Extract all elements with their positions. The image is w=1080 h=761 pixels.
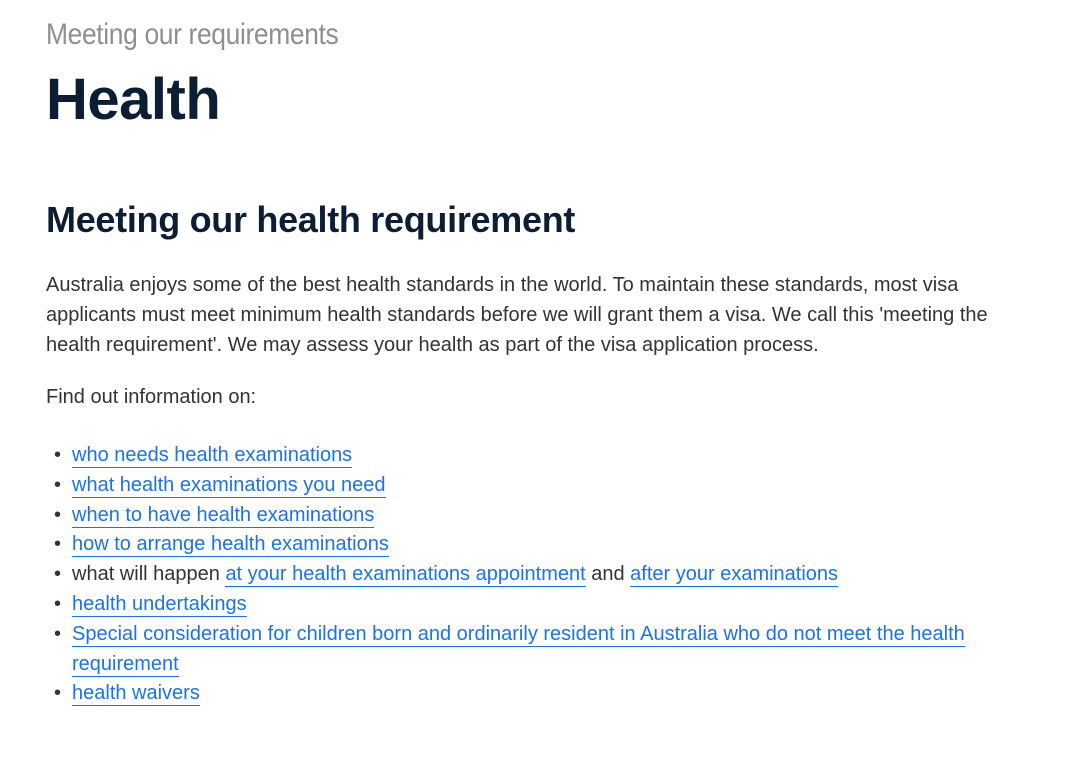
list-item (46, 560, 1006, 590)
bullet-icon: • (54, 444, 62, 466)
link-how-to-arrange-examinations[interactable]: how to arrange health examinations (72, 533, 389, 556)
find-out-label: Find out information on: (46, 386, 257, 408)
link-special-consideration-children[interactable]: Special consideration for children born and ordinarily resident in Australia who do not meet the health requirement (72, 622, 965, 675)
list-item-text-prefix: what will happen (72, 563, 226, 586)
list-item (46, 471, 1006, 501)
bullet-icon: • (54, 592, 62, 615)
link-examinations-appointment[interactable]: at your health examinations appointment (225, 563, 586, 586)
list-item (46, 530, 1006, 560)
link-who-needs-health-examinations[interactable]: who needs health examinations (72, 444, 353, 466)
info-link-list (46, 441, 1006, 709)
page-kicker: Meeting our requirements (46, 18, 339, 51)
link-health-undertakings[interactable]: health undertakings (72, 592, 247, 615)
list-item (46, 679, 1006, 709)
link-when-to-have-examinations[interactable]: when to have health examinations (72, 503, 375, 526)
list-item (46, 590, 1006, 620)
list-item (46, 501, 1006, 531)
bullet-icon: • (54, 533, 62, 556)
link-what-health-examinations[interactable]: what health examinations you need (72, 473, 386, 496)
list-item (46, 441, 1006, 471)
section-heading: Meeting our health requirement (46, 199, 576, 240)
list-item (46, 620, 1006, 680)
bullet-icon: • (54, 563, 62, 586)
bullet-icon: • (54, 503, 62, 526)
link-after-examinations[interactable]: after your examinations (630, 563, 839, 586)
list-item-text-middle: and (585, 563, 631, 586)
page-title: Health (46, 67, 221, 132)
bullet-icon: • (54, 622, 62, 645)
intro-paragraph: Australia enjoys some of the best health standards in the world. To maintain these standards, most visa applicants must meet minimum health standards before we will grant them a visa. We call this 'meeting the health requirement'. We may assess your health as part of the visa application process. (46, 274, 988, 356)
link-health-waivers[interactable]: health waivers (72, 682, 200, 705)
bullet-icon: • (54, 682, 62, 705)
bullet-icon: • (54, 473, 62, 496)
